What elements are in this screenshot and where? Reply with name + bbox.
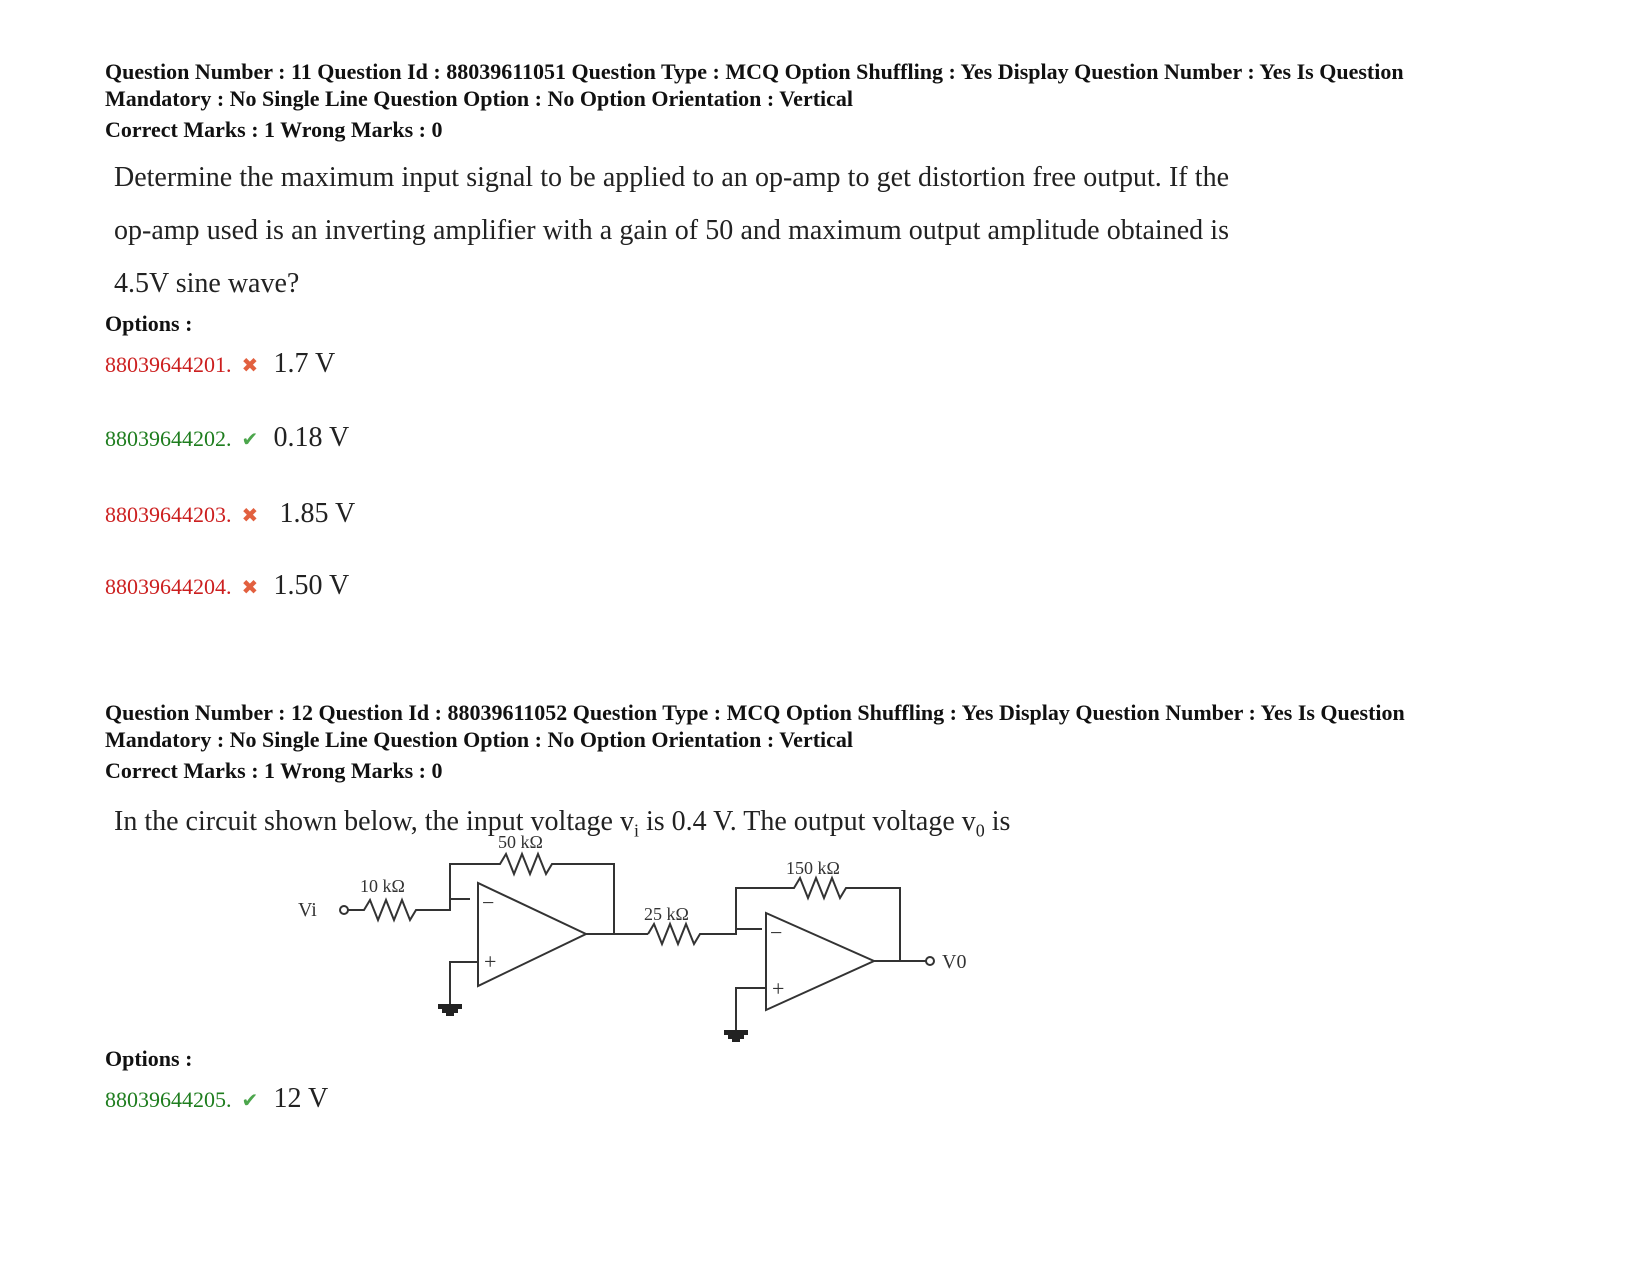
ground-2-icon [724,1030,748,1035]
question-marks: Correct Marks : 1 Wrong Marks : 0 [105,117,443,142]
options-label: Options : [105,311,193,336]
option-id: 88039644204. [105,574,232,599]
question-text-subscript: i [633,820,639,841]
option-value: 1.85 V [279,498,356,529]
question-meta-line-1: Question Number : 11 Question Id : 88039611051 Question Type : MCQ Option Shuffling : Yes Display Question Number : Yes Is Question [105,59,1404,84]
ground-1-wire [450,962,478,1004]
option-value: 1.50 V [273,570,350,601]
option-item[interactable] [105,1083,328,1115]
options-label: Options : [105,1046,193,1071]
opamp-1-minus: − [482,890,495,915]
question-text-part: is [984,806,1011,837]
question-text-subscript: 0 [975,820,985,841]
cross-icon: ✖ [241,503,259,527]
label-10k: 10 kΩ [360,876,405,896]
question-11 [105,58,1555,601]
option-id: 88039644202. [105,426,232,451]
option-id: 88039644205. [105,1087,232,1112]
question-text: Determine the maximum input signal to be applied to an op-amp to get distortion free output. If the op-amp used is an inverting amplifier with a gain of 50 and maximum output amplitude obtained is 4.5V sine wave? [114,162,1229,299]
question-meta-line-1: Question Number : 12 Question Id : 88039611052 Question Type : MCQ Option Shuffling : Yes Display Question Number : Yes Is Question [105,700,1405,725]
ground-2-wire [736,988,766,1030]
label-150k: 150 kΩ [786,858,840,878]
option-value: 12 V [273,1083,329,1114]
opamp-1-plus: + [484,949,497,974]
question-meta-line-2: Mandatory : No Single Line Question Option : No Option Orientation : Vertical [105,727,854,752]
question-marks: Correct Marks : 1 Wrong Marks : 0 [105,758,443,783]
ground-2-icon [732,1039,740,1042]
question-text-part: In the circuit shown below, the input voltage v [114,806,634,837]
question-text-part: is 0.4 V. The output voltage v [638,806,976,837]
option-id: 88039644201. [105,352,232,377]
label-25k: 25 kΩ [644,904,689,924]
option-item[interactable] [105,422,349,454]
cross-icon: ✖ [241,353,259,377]
option-value: 0.18 V [273,422,350,453]
ground-2-icon [728,1035,744,1039]
label-vi: Vi [298,899,317,921]
resistor-10k [348,899,470,920]
input-terminal [340,906,348,914]
question-12 [105,699,1555,1179]
option-item[interactable] [105,570,349,602]
opamp-2-plus: + [772,976,785,1001]
cross-icon: ✖ [241,575,259,599]
label-v0: V0 [942,951,967,973]
circuit-diagram [300,834,1020,1064]
resistor-50k [450,854,614,934]
check-icon: ✔ [241,427,259,451]
label-50k: 50 kΩ [498,832,543,852]
opamp-2-minus: − [770,920,783,945]
ground-1-icon [446,1013,454,1016]
option-item[interactable] [105,498,355,530]
resistor-150k [736,878,900,961]
output-terminal [926,957,934,965]
check-icon: ✔ [241,1088,259,1112]
resistor-25k [648,924,762,944]
ground-1-icon [442,1009,458,1013]
option-item[interactable] [105,348,335,380]
question-meta-line-2: Mandatory : No Single Line Question Option : No Option Orientation : Vertical [105,86,854,111]
option-id: 88039644203. [105,502,232,527]
ground-1-icon [438,1004,462,1009]
option-value: 1.7 V [273,348,336,379]
